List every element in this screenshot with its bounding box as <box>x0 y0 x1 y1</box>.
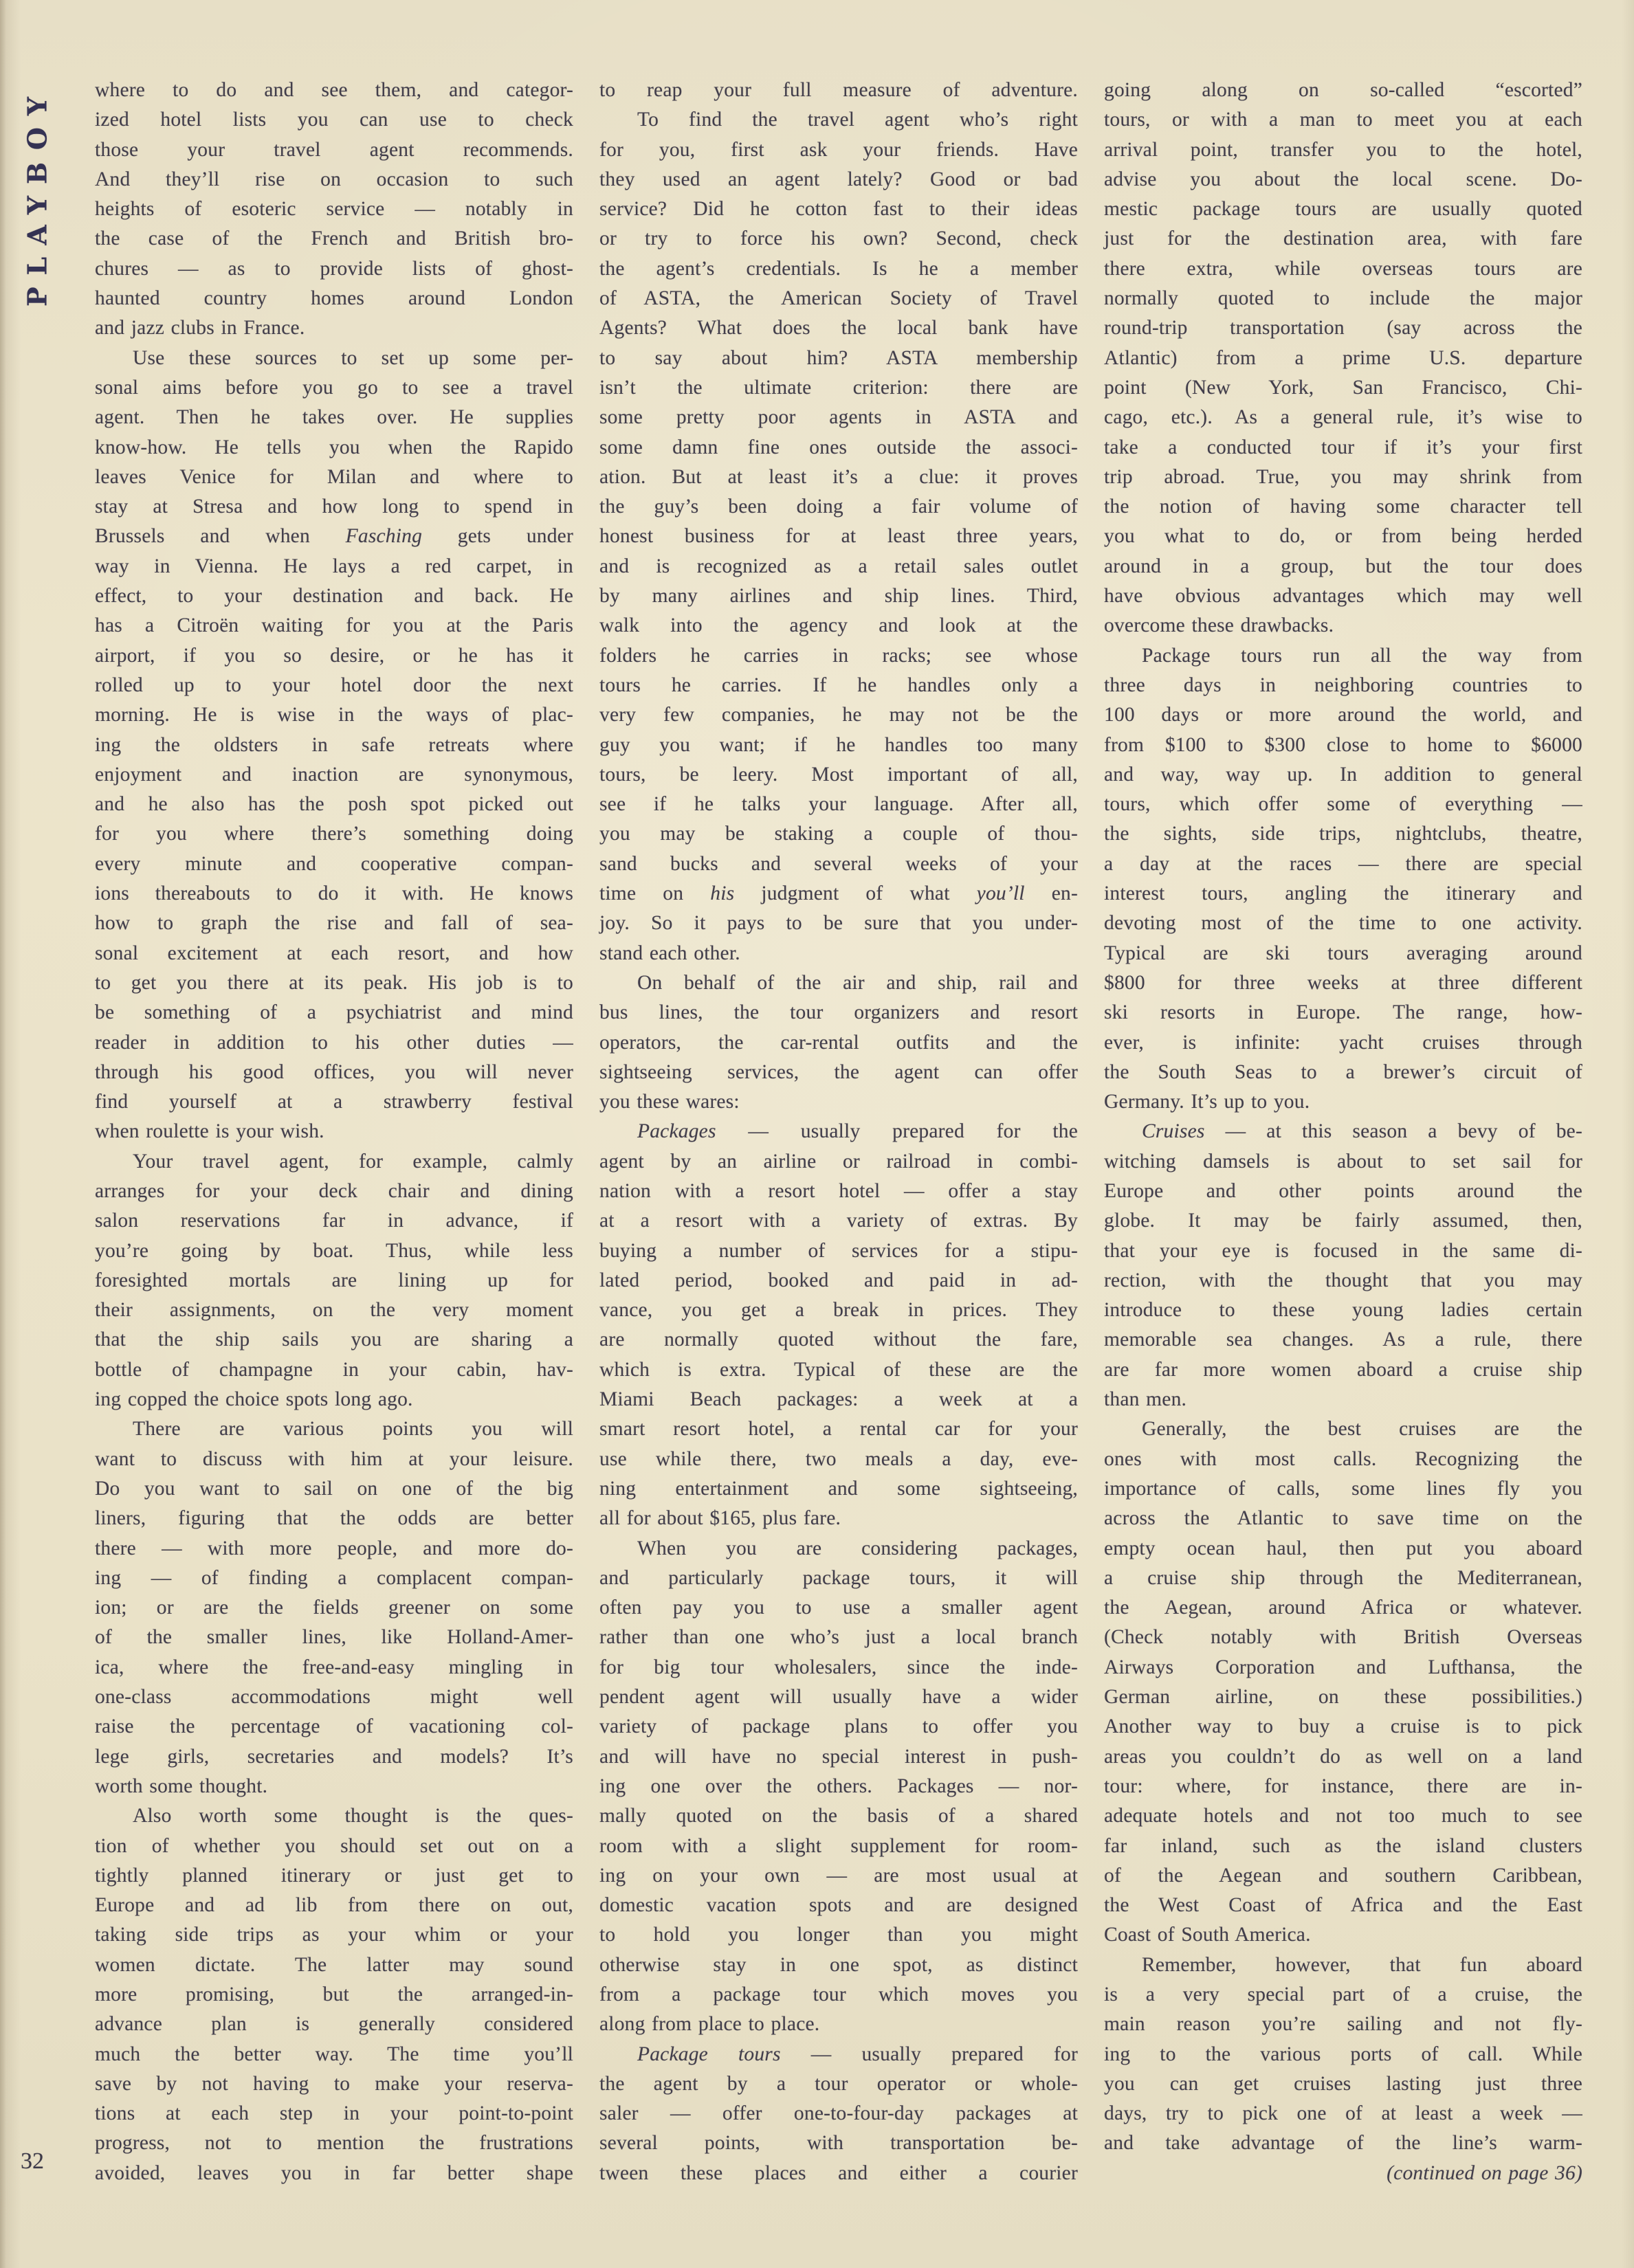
text-line: of the smaller lines, like Holland-Amer- <box>95 1626 573 1649</box>
text-line: point (New York, San Francisco, Chi- <box>1104 376 1582 399</box>
paragraph <box>599 76 1078 105</box>
text-line: one-class accommodations might well <box>95 1686 573 1709</box>
text-line: for you where there’s something doing <box>95 823 573 845</box>
text-line: just for the destination area, with fare <box>1104 227 1582 250</box>
text-line: find yourself at a strawberry festival <box>95 1091 573 1113</box>
text-line: importance of calls, some lines fly you <box>1104 1477 1582 1500</box>
text-line: those your travel agent recommends. <box>95 138 573 161</box>
text-line: tightly planned itinerary or just get to <box>95 1864 573 1887</box>
text-line: And they’ll rise on occasion to such <box>95 168 573 190</box>
magazine-title-vertical: PLAYBOY <box>21 85 53 307</box>
text-line: effect, to your destination and back. He <box>95 585 573 608</box>
text-line: Atlantic) from a prime U.S. departure <box>1104 346 1582 369</box>
text-line: tours, which offer some of everything — <box>1104 793 1582 816</box>
text-line: you’re going by boat. Thus, while less <box>95 1239 573 1262</box>
text-line: ing on your own — are most usual at <box>599 1864 1078 1887</box>
text-line: use while there, two meals a day, eve- <box>599 1447 1078 1470</box>
text-line: the notion of having some character tell <box>1104 496 1582 518</box>
text-line: the sights, side trips, nightclubs, theatre, <box>1104 823 1582 845</box>
paragraph <box>599 2040 1078 2188</box>
text-line: bottle of champagne in your cabin, hav- <box>95 1358 573 1381</box>
paragraph <box>599 968 1078 1117</box>
text-line: all for about $165, plus fare. <box>599 1507 841 1530</box>
text-line: their assignments, on the very moment <box>95 1299 573 1322</box>
text-line: women dictate. The latter may sound <box>95 1953 573 1976</box>
paragraph <box>1104 1414 1582 1950</box>
text-line: that your eye is focused in the same di- <box>1104 1239 1582 1262</box>
text-line: sonal aims before you go to see a travel <box>95 376 573 399</box>
text-line: and particularly package tours, it will <box>599 1566 1078 1589</box>
text-line: often pay you to use a smaller agent <box>599 1597 1078 1619</box>
paragraph <box>1104 1950 1582 2159</box>
text-line: rather than one who’s just a local branch <box>599 1626 1078 1649</box>
text-line: some damn fine ones outside the associ- <box>599 436 1078 458</box>
paragraph <box>1104 641 1582 1118</box>
text-line: far inland, such as the island clusters <box>1104 1834 1582 1857</box>
text-line: three days in neighboring countries to <box>1104 674 1582 696</box>
text-line: want to discuss with him at your leisure. <box>95 1447 573 1470</box>
text-line: tours, be leery. Most important of all, <box>599 763 1078 786</box>
text-line: Miami Beach packages: a week at a <box>599 1388 1078 1411</box>
text-line: trip abroad. True, you may shrink from <box>1104 465 1582 488</box>
text-line: the agent by a tour operator or whole- <box>599 2072 1078 2095</box>
text-line: Another way to buy a cruise is to pick <box>1104 1715 1582 1738</box>
text-line: way in Vienna. He lays a red carpet, in <box>95 555 573 577</box>
text-line: saler — offer one-to-four-day packages at <box>599 2102 1078 2125</box>
text-line: ica, where the free-and-easy mingling in <box>95 1656 573 1678</box>
text-line: the guy’s been doing a fair volume of <box>599 496 1078 518</box>
text-line: variety of package plans to offer you <box>599 1715 1078 1738</box>
text-line: devoting most of the time to one activity. <box>1104 912 1582 935</box>
text-line: rolled up to your hotel door the next <box>95 674 573 696</box>
text-line: and take advantage of the line’s warm- <box>1104 2132 1582 2155</box>
text-line: days, try to pick one of at least a week — <box>1104 2102 1582 2125</box>
text-line: bus lines, the tour organizers and resort <box>599 1001 1078 1024</box>
text-line: vance, you get a break in prices. They <box>599 1299 1078 1322</box>
paragraph <box>1104 76 1582 641</box>
text-line: room with a slight supplement for room- <box>599 1834 1078 1857</box>
text-line: memorable sea changes. As a rule, there <box>1104 1328 1582 1351</box>
text-line: ing to the various ports of call. While <box>1104 2043 1582 2065</box>
text-column-2 <box>599 76 1078 2188</box>
paragraph <box>1104 2159 1582 2188</box>
text-line: ones with most calls. Recognizing the <box>1104 1447 1582 1470</box>
text-line: (Check notably with British Overseas <box>1104 1626 1582 1649</box>
text-line: To find the travel agent who’s right <box>637 109 1078 131</box>
text-line: and way, way up. In addition to general <box>1104 763 1582 786</box>
text-line: of ASTA, the American Society of Travel <box>599 287 1078 310</box>
text-line: tween these places and either a courier <box>599 2161 1078 2184</box>
text-line: ing — of finding a complacent compan- <box>95 1566 573 1589</box>
text-line: the South Seas to a brewer’s circuit of <box>1104 1060 1582 1083</box>
text-line: and is recognized as a retail sales outlet <box>599 555 1078 577</box>
text-line: be something of a psychiatrist and mind <box>95 1001 573 1024</box>
text-line: enjoyment and inaction are synonymous, <box>95 763 573 786</box>
text-line: time on his judgment of what you’ll en- <box>599 882 1078 905</box>
text-line: salon reservations far in advance, if <box>95 1210 573 1232</box>
text-line: joy. So it pays to be sure that you under- <box>599 912 1078 935</box>
text-line: tions at each step in your point-to-point <box>95 2102 573 2125</box>
text-line: when roulette is your wish. <box>95 1120 324 1143</box>
text-line: where to do and see them, and categor- <box>95 79 573 101</box>
text-line: tour: where, for instance, there are in- <box>1104 1775 1582 1797</box>
text-line: sightseeing services, the agent can offer <box>599 1060 1078 1083</box>
text-line: round-trip transportation (say across the <box>1104 317 1582 340</box>
text-line: sand bucks and several weeks of your <box>599 852 1078 875</box>
text-line: morning. He is wise in the ways of plac- <box>95 704 573 726</box>
text-line: much the better way. The time you’ll <box>95 2043 573 2065</box>
paragraph <box>599 1534 1078 2040</box>
text-line: ized hotel lists you can use to check <box>95 109 573 131</box>
text-line: ing copped the choice spots long ago. <box>95 1388 413 1411</box>
text-line: from $100 to $300 close to home to $6000 <box>1104 733 1582 756</box>
text-line: from a package tour which moves you <box>599 1983 1078 2005</box>
text-line: lated period, booked and paid in ad- <box>599 1269 1078 1291</box>
text-line: tours he carries. If he handles only a <box>599 674 1078 696</box>
text-line: around in a group, but the tour does <box>1104 555 1582 577</box>
text-line: at a resort with a variety of extras. By <box>599 1210 1078 1232</box>
text-line: Europe and other points around the <box>1104 1179 1582 1202</box>
paragraph <box>95 76 573 344</box>
text-line: taking side trips as your whim or your <box>95 1924 573 1946</box>
paragraph <box>95 1801 573 2188</box>
text-line: operators, the car-rental outfits and the <box>599 1031 1078 1054</box>
text-line: Germany. It’s up to you. <box>1104 1091 1310 1113</box>
text-line: there — with more people, and more do- <box>95 1537 573 1559</box>
text-line: Do you want to sail on one of the big <box>95 1477 573 1500</box>
text-line: they used an agent lately? Good or bad <box>599 168 1078 190</box>
text-line: Coast of South America. <box>1104 1924 1311 1946</box>
text-line: you what to do, or from being herded <box>1104 525 1582 548</box>
text-line: by many airlines and ship lines. Third, <box>599 585 1078 608</box>
text-line: which is extra. Typical of these are the <box>599 1358 1078 1381</box>
text-column-3 <box>1104 76 1582 2188</box>
text-line: liners, figuring that the odds are better <box>95 1507 573 1530</box>
text-line: When you are considering packages, <box>637 1537 1078 1559</box>
text-line: ning entertainment and some sightseeing, <box>599 1477 1078 1500</box>
text-line: Agents? What does the local bank have <box>599 317 1078 340</box>
text-line: stay at Stresa and how long to spend in <box>95 496 573 518</box>
paragraph <box>95 344 573 1147</box>
text-line: witching damsels is about to set sail for <box>1104 1150 1582 1172</box>
text-line: you may be staking a couple of thou- <box>599 823 1078 845</box>
text-line: tion of whether you should set out on a <box>95 1834 573 1857</box>
text-line: main reason you’re sailing and not fly- <box>1104 2013 1582 2036</box>
text-line: and jazz clubs in France. <box>95 317 305 340</box>
text-line: service? Did he cotton fast to their ideas <box>599 198 1078 221</box>
text-line: walk into the agency and look at the <box>599 614 1078 637</box>
text-line: isn’t the ultimate criterion: there are <box>599 376 1078 399</box>
text-line: tours, or with a man to meet you at each <box>1104 109 1582 131</box>
text-line: domestic vacation spots and are designed <box>599 1894 1078 1917</box>
text-line: normally quoted to include the major <box>1104 287 1582 310</box>
text-line: you these wares: <box>599 1091 740 1113</box>
text-line: are far more women aboard a cruise ship <box>1104 1358 1582 1381</box>
text-line: sonal excitement at each resort, and how <box>95 942 573 964</box>
paragraph <box>599 105 1078 968</box>
text-line: to get you there at its peak. His job is to <box>95 971 573 994</box>
text-line: There are various points you will <box>133 1418 573 1441</box>
text-line: for big tour wholesalers, since the inde- <box>599 1656 1078 1678</box>
text-line: take a conducted tour if it’s your first <box>1104 436 1582 458</box>
text-line: some pretty poor agents in ASTA and <box>599 406 1078 429</box>
text-line: Package tours — usually prepared for <box>637 2043 1078 2065</box>
text-line: and he also has the posh spot picked out <box>95 793 573 816</box>
text-line: you can get cruises lasting just three <box>1104 2072 1582 2095</box>
text-line: the case of the French and British bro- <box>95 227 573 250</box>
text-line: On behalf of the air and ship, rail and <box>637 971 1078 994</box>
text-line: Europe and ad lib from there on out, <box>95 1894 573 1917</box>
text-line: otherwise stay in one spot, as distinct <box>599 1953 1078 1976</box>
text-line: of the Aegean and southern Caribbean, <box>1104 1864 1582 1887</box>
text-line: see if he talks your language. After all, <box>599 793 1078 816</box>
text-line: for you, first ask your friends. Have <box>599 138 1078 161</box>
text-line: adequate hotels and not too much to see <box>1104 1805 1582 1827</box>
text-line: smart resort hotel, a rental car for your <box>599 1418 1078 1441</box>
text-line: several points, with transportation be- <box>599 2132 1078 2155</box>
text-line: a cruise ship through the Mediterranean, <box>1104 1566 1582 1589</box>
text-line: avoided, leaves you in far better shape <box>95 2161 573 2184</box>
text-line: have obvious advantages which may well <box>1104 585 1582 608</box>
text-line: pendent agent will usually have a wider <box>599 1686 1078 1709</box>
text-line: and will have no special interest in push- <box>599 1745 1078 1768</box>
text-line: interest tours, angling the itinerary and <box>1104 882 1582 905</box>
text-line: ions thereabouts to do it with. He knows <box>95 882 573 905</box>
text-line: the West Coast of Africa and the East <box>1104 1894 1582 1917</box>
text-line: the agent’s credentials. Is he a member <box>599 257 1078 280</box>
text-line: save by not having to make your reserva- <box>95 2072 573 2095</box>
text-line: Cruises — at this season a bevy of be- <box>1142 1120 1582 1143</box>
text-line: to say about him? ASTA membership <box>599 346 1078 369</box>
text-line: Remember, however, that fun aboard <box>1142 1953 1582 1976</box>
text-line: Generally, the best cruises are the <box>1142 1418 1582 1441</box>
text-line: haunted country homes around London <box>95 287 573 310</box>
text-line: mestic package tours are usually quoted <box>1104 198 1582 221</box>
text-line: progress, not to mention the frustrations <box>95 2132 573 2155</box>
text-line: or try to force his own? Second, check <box>599 227 1078 250</box>
text-line: going along on so-called “escorted” <box>1104 79 1582 101</box>
paragraph <box>95 1147 573 1415</box>
paragraph <box>1104 1117 1582 1414</box>
text-line: $800 for three weeks at three different <box>1104 971 1582 994</box>
text-line: nation with a resort hotel — offer a stay <box>599 1179 1078 1202</box>
text-line: than men. <box>1104 1388 1187 1411</box>
text-line: (continued on page 36) <box>1387 2161 1582 2184</box>
paragraph <box>95 1414 573 1801</box>
text-line: more promising, but the arranged-in- <box>95 1983 573 2005</box>
text-line: advance plan is generally considered <box>95 2013 573 2036</box>
text-line: ion; or are the fields greener on some <box>95 1597 573 1619</box>
text-line: to hold you longer than you might <box>599 1924 1078 1946</box>
text-line: to reap your full measure of adventure. <box>599 79 1078 101</box>
text-line: raise the percentage of vacationing col- <box>95 1715 573 1738</box>
text-line: folders he carries in racks; see whose <box>599 644 1078 667</box>
text-line: introduce to these young ladies certain <box>1104 1299 1582 1322</box>
text-line: arrival point, transfer you to the hotel, <box>1104 138 1582 161</box>
text-column-1 <box>95 76 573 2188</box>
text-line: agent. Then he takes over. He supplies <box>95 406 573 429</box>
text-line: how to graph the rise and fall of sea- <box>95 912 573 935</box>
text-line: a day at the races — there are special <box>1104 852 1582 875</box>
text-line: chures — as to provide lists of ghost- <box>95 257 573 280</box>
text-line: heights of esoteric service — notably in <box>95 198 573 221</box>
text-line: very few companies, he may not be the <box>599 704 1078 726</box>
text-line: cago, etc.). As a general rule, it’s wise to <box>1104 406 1582 429</box>
text-line: 100 days or more around the world, and <box>1104 704 1582 726</box>
text-line: honest business for at least three years, <box>599 525 1078 548</box>
text-line: there extra, while overseas tours are <box>1104 257 1582 280</box>
text-line: agent by an airline or railroad in combi- <box>599 1150 1078 1172</box>
text-line: reader in addition to his other duties — <box>95 1031 573 1054</box>
text-line: Typical are ski tours averaging around <box>1104 942 1582 964</box>
text-line: that the ship sails you are sharing a <box>95 1328 573 1351</box>
text-line: has a Citroën waiting for you at the Paris <box>95 614 573 637</box>
text-line: across the Atlantic to save time on the <box>1104 1507 1582 1530</box>
text-line: German airline, on these possibilities.) <box>1104 1686 1582 1709</box>
text-line: globe. It may be fairly assumed, then, <box>1104 1210 1582 1232</box>
text-line: Brussels and when Fasching gets under <box>95 525 573 548</box>
text-line: Package tours run all the way from <box>1142 644 1582 667</box>
text-line: Also worth some thought is the ques- <box>133 1805 573 1827</box>
text-line: guy you want; if he handles too many <box>599 733 1078 756</box>
text-line: airport, if you so desire, or he has it <box>95 644 573 667</box>
text-line: every minute and cooperative compan- <box>95 852 573 875</box>
text-line: overcome these drawbacks. <box>1104 614 1334 637</box>
text-line: are normally quoted without the fare, <box>599 1328 1078 1351</box>
text-line: foresighted mortals are lining up for <box>95 1269 573 1291</box>
text-line: ation. But at least it’s a clue: it proves <box>599 465 1078 488</box>
text-line: mally quoted on the basis of a shared <box>599 1805 1078 1827</box>
text-line: buying a number of services for a stipu- <box>599 1239 1078 1262</box>
text-line: areas you couldn’t do as well on a land <box>1104 1745 1582 1768</box>
text-line: arranges for your deck chair and dining <box>95 1179 573 1202</box>
text-line: Packages — usually prepared for the <box>637 1120 1078 1143</box>
page-number: 32 <box>21 2148 44 2174</box>
text-line: is a very special part of a cruise, the <box>1104 1983 1582 2005</box>
text-line: ing the oldsters in safe retreats where <box>95 733 573 756</box>
text-line: along from place to place. <box>599 2013 820 2036</box>
text-line: Airways Corporation and Lufthansa, the <box>1104 1656 1582 1678</box>
text-line: lege girls, secretaries and models? It’s <box>95 1745 573 1768</box>
text-line: Use these sources to set up some per- <box>133 346 573 369</box>
text-line: rection, with the thought that you may <box>1104 1269 1582 1291</box>
paragraph <box>599 1117 1078 1533</box>
text-line: empty ocean haul, then put you aboard <box>1104 1537 1582 1559</box>
text-line: know-how. He tells you when the Rapido <box>95 436 573 458</box>
text-line: leaves Venice for Milan and where to <box>95 465 573 488</box>
text-line: ever, is infinite: yacht cruises through <box>1104 1031 1582 1054</box>
text-line: through his good offices, you will never <box>95 1060 573 1083</box>
text-line: Your travel agent, for example, calmly <box>133 1150 573 1172</box>
text-line: ski resorts in Europe. The range, how- <box>1104 1001 1582 1024</box>
text-line: the Aegean, around Africa or whatever. <box>1104 1597 1582 1619</box>
text-line: stand each other. <box>599 942 740 964</box>
text-line: ing one over the others. Packages — nor- <box>599 1775 1078 1797</box>
text-line: worth some thought. <box>95 1775 268 1797</box>
text-line: advise you about the local scene. Do- <box>1104 168 1582 190</box>
